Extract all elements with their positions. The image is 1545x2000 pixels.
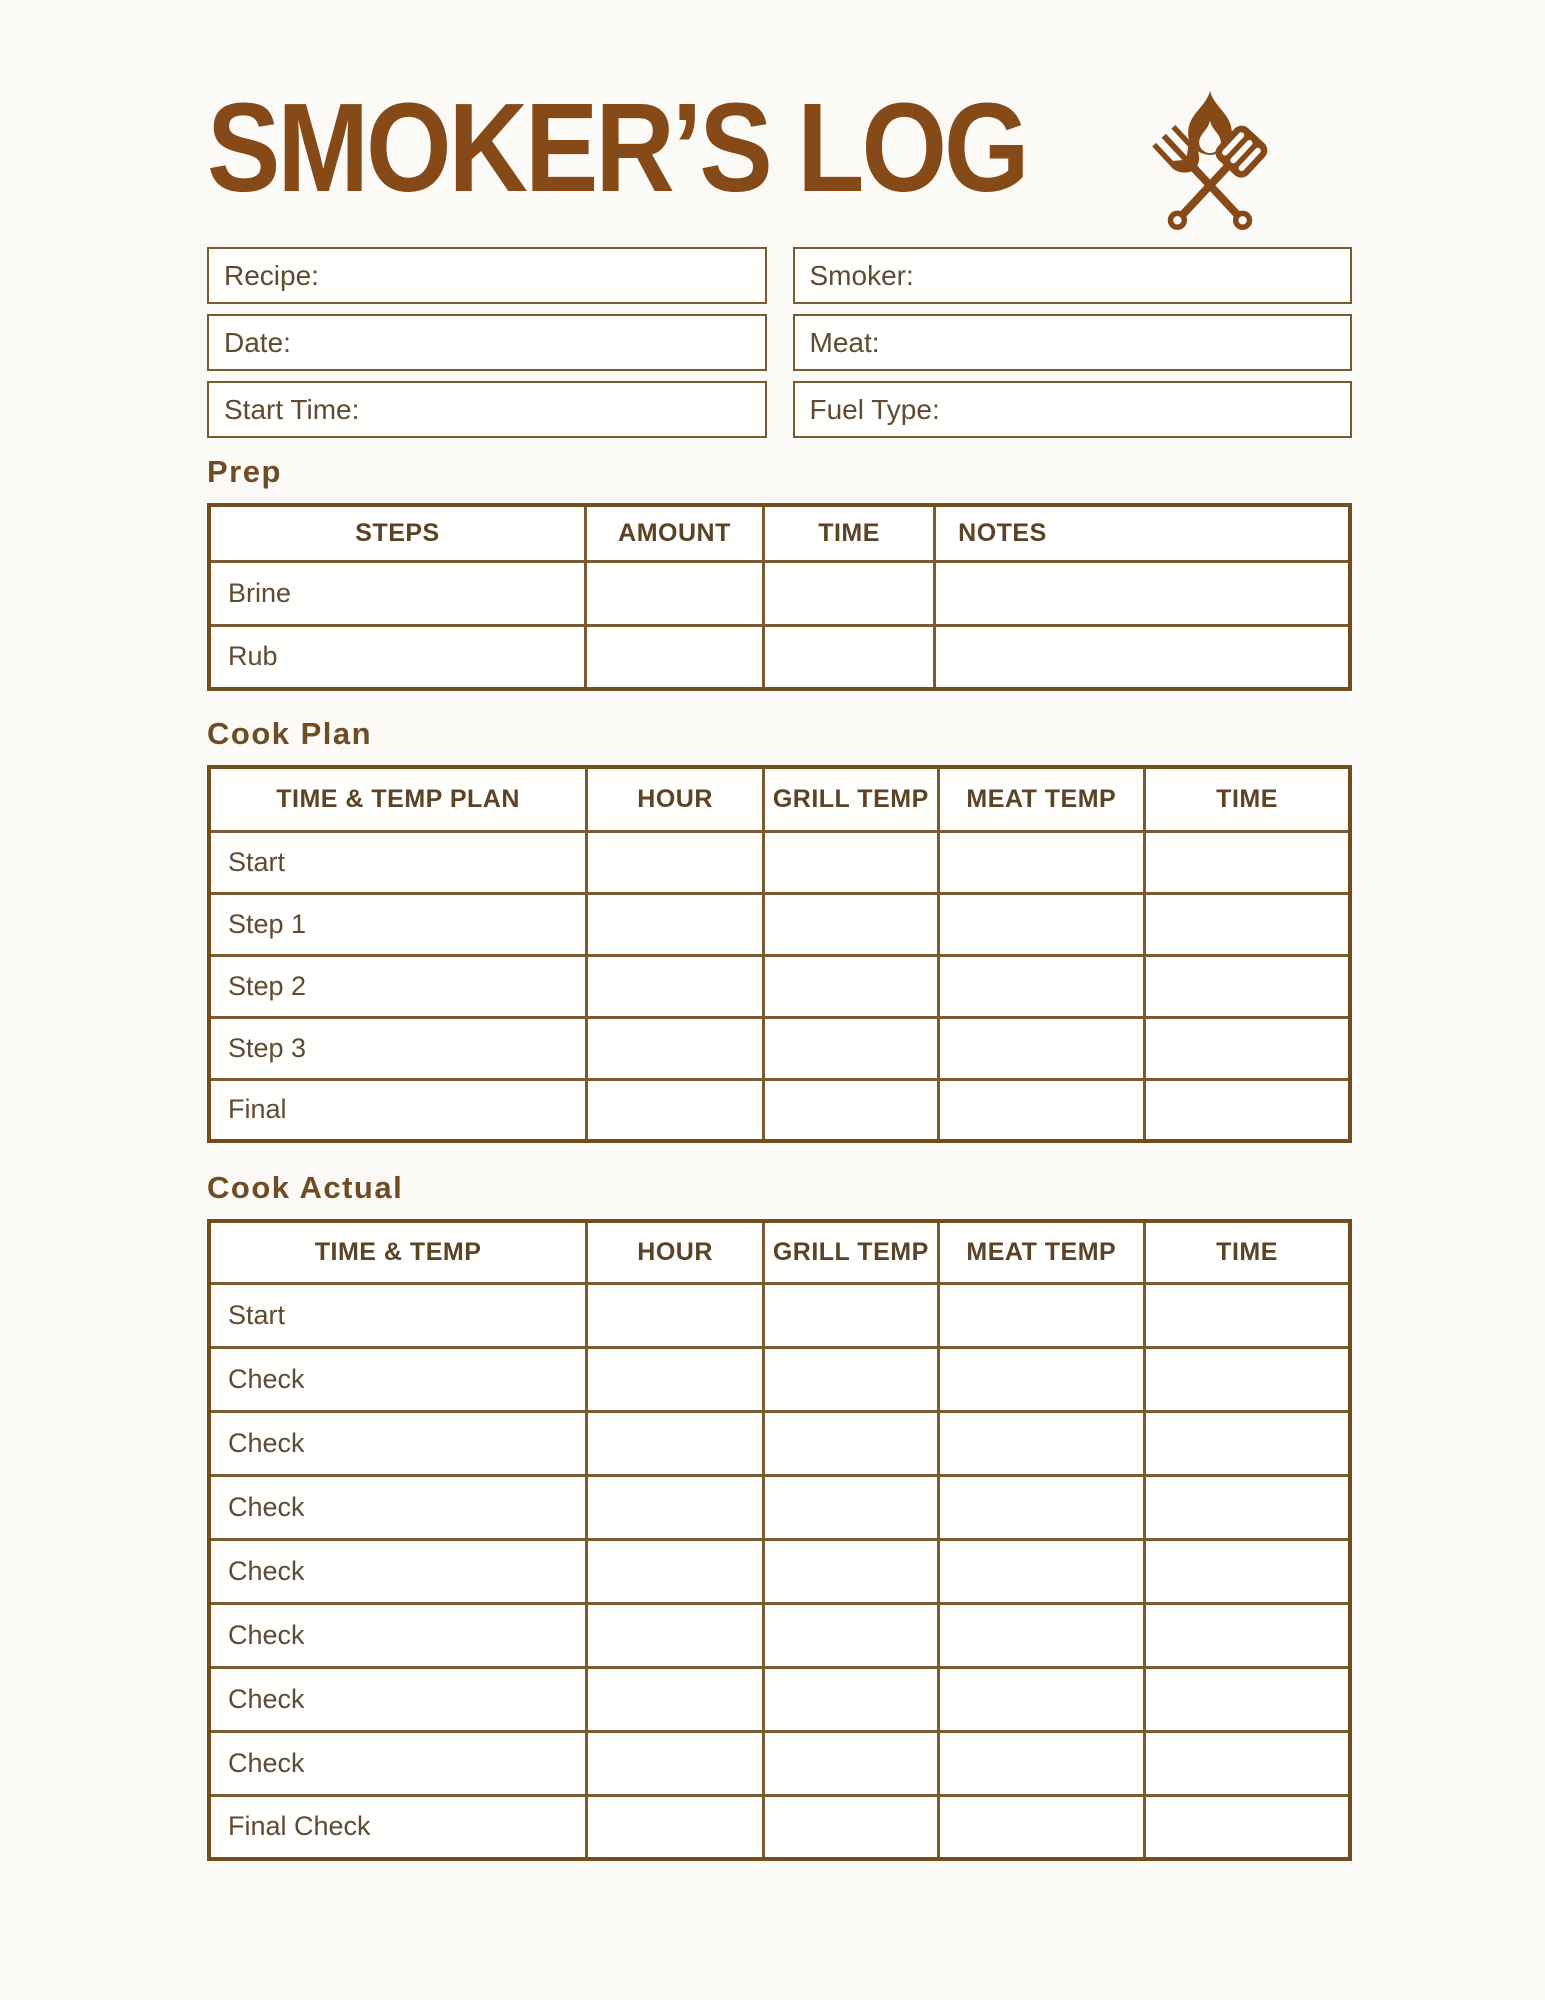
- col-header-time: TIME: [764, 505, 935, 561]
- col-header-amount: AMOUNT: [586, 505, 764, 561]
- section-heading-cook-actual: Cook Actual: [207, 1170, 404, 1205]
- entry-cell: [587, 1603, 764, 1667]
- col-header-meat-temp: MEAT TEMP: [938, 767, 1145, 831]
- entry-cell: [764, 1603, 939, 1667]
- entry-cell: [938, 1539, 1145, 1603]
- table-row: [209, 1795, 1350, 1859]
- row-label: Check: [209, 1667, 587, 1731]
- entry-cell: [764, 831, 939, 893]
- entry-cell: [764, 893, 939, 955]
- entry-cell: [1145, 1347, 1350, 1411]
- entry-cell: [764, 1731, 939, 1795]
- entry-cell: [1145, 831, 1350, 893]
- table-row: [209, 1283, 1350, 1347]
- entry-cell: [1145, 1603, 1350, 1667]
- col-header-grill-temp: GRILL TEMP: [764, 1221, 939, 1283]
- meat-field: [793, 314, 1353, 371]
- prep-table: [207, 503, 1352, 691]
- entry-cell: [938, 1795, 1145, 1859]
- entry-cell: [1145, 1731, 1350, 1795]
- entry-cell: [587, 1795, 764, 1859]
- fuel-type-field: [793, 381, 1353, 438]
- row-label: Check: [209, 1603, 587, 1667]
- row-label: Check: [209, 1411, 587, 1475]
- entry-cell: [764, 1795, 939, 1859]
- cook-plan-table: [207, 765, 1352, 1143]
- row-label: Final Check: [209, 1795, 587, 1859]
- col-header-time-temp: TIME & TEMP: [209, 1221, 587, 1283]
- entry-cell: [938, 1411, 1145, 1475]
- entry-cell: [587, 1017, 764, 1079]
- table-row: [209, 893, 1350, 955]
- table-row: [209, 1347, 1350, 1411]
- col-header-time: TIME: [1145, 1221, 1350, 1283]
- entry-cell: [587, 1347, 764, 1411]
- field-label: Start Time:: [224, 393, 360, 425]
- row-label: Brine: [209, 561, 586, 625]
- row-label: Rub: [209, 625, 586, 689]
- start-time-field: [207, 381, 767, 438]
- entry-cell: [938, 1283, 1145, 1347]
- entry-cell: [764, 1411, 939, 1475]
- entry-cell: [764, 1079, 939, 1141]
- entry-cell: [587, 1283, 764, 1347]
- entry-cell: [764, 1539, 939, 1603]
- bbq-flame-utensils-icon: [1126, 87, 1294, 242]
- field-label: Meat:: [809, 326, 880, 358]
- field-label: Smoker:: [809, 259, 914, 291]
- entry-cell: [586, 561, 764, 625]
- page-title: SMOKER’S LOG: [207, 76, 1027, 219]
- entry-cell: [587, 831, 764, 893]
- col-header-hour: HOUR: [587, 1221, 764, 1283]
- entry-cell: [1145, 1539, 1350, 1603]
- table-row: [209, 1475, 1350, 1539]
- entry-cell: [938, 1667, 1145, 1731]
- entry-cell: [938, 955, 1145, 1017]
- row-label: Check: [209, 1539, 587, 1603]
- smoker-field: [793, 247, 1353, 304]
- entry-cell: [587, 1731, 764, 1795]
- col-header-steps: STEPS: [209, 505, 586, 561]
- entry-cell: [935, 561, 1350, 625]
- row-label: Step 3: [209, 1017, 587, 1079]
- col-header-time-temp-plan: TIME & TEMP PLAN: [209, 767, 587, 831]
- table-row: [209, 625, 1350, 689]
- table-row: [209, 1731, 1350, 1795]
- entry-cell: [1145, 893, 1350, 955]
- table-row: [209, 561, 1350, 625]
- table-row: [209, 1603, 1350, 1667]
- row-label: Start: [209, 831, 587, 893]
- entry-cell: [1145, 1017, 1350, 1079]
- entry-cell: [938, 831, 1145, 893]
- entry-cell: [938, 1731, 1145, 1795]
- recipe-field: [207, 247, 767, 304]
- entry-cell: [938, 893, 1145, 955]
- row-label: Check: [209, 1731, 587, 1795]
- row-label: Final: [209, 1079, 587, 1141]
- entry-cell: [938, 1017, 1145, 1079]
- entry-cell: [1145, 1079, 1350, 1141]
- entry-cell: [935, 625, 1350, 689]
- entry-cell: [1145, 1475, 1350, 1539]
- section-heading-prep: Prep: [207, 454, 282, 489]
- row-label: Step 2: [209, 955, 587, 1017]
- field-label: Date:: [224, 326, 291, 358]
- entry-cell: [587, 1539, 764, 1603]
- header-row: [209, 1221, 1350, 1283]
- field-label: Recipe:: [224, 259, 319, 291]
- cook-plan-table-header: [209, 767, 1350, 831]
- entry-cell: [1145, 1795, 1350, 1859]
- entry-cell: [938, 1475, 1145, 1539]
- row-label: Check: [209, 1475, 587, 1539]
- section-heading-cook-plan: Cook Plan: [207, 716, 373, 751]
- entry-cell: [938, 1347, 1145, 1411]
- row-label: Check: [209, 1347, 587, 1411]
- entry-cell: [587, 1079, 764, 1141]
- entry-cell: [1145, 1283, 1350, 1347]
- entry-cell: [587, 955, 764, 1017]
- entry-cell: [764, 1667, 939, 1731]
- entry-cell: [587, 893, 764, 955]
- entry-cell: [1145, 955, 1350, 1017]
- cook-actual-table: [207, 1219, 1352, 1861]
- row-label: Start: [209, 1283, 587, 1347]
- entry-cell: [764, 625, 935, 689]
- header-row: [209, 505, 1350, 561]
- entry-cell: [764, 955, 939, 1017]
- row-label: Step 1: [209, 893, 587, 955]
- col-header-grill-temp: GRILL TEMP: [764, 767, 939, 831]
- entry-cell: [587, 1411, 764, 1475]
- col-header-time: TIME: [1145, 767, 1350, 831]
- field-label: Fuel Type:: [809, 393, 940, 425]
- entry-cell: [764, 1017, 939, 1079]
- date-field: [207, 314, 767, 371]
- col-header-meat-temp: MEAT TEMP: [938, 1221, 1145, 1283]
- table-row: [209, 831, 1350, 893]
- entry-cell: [586, 625, 764, 689]
- table-row: [209, 955, 1350, 1017]
- table-row: [209, 1539, 1350, 1603]
- entry-cell: [764, 1347, 939, 1411]
- cook-actual-table-header: [209, 1221, 1350, 1283]
- entry-cell: [764, 1283, 939, 1347]
- entry-cell: [938, 1603, 1145, 1667]
- prep-table-header: [209, 505, 1350, 561]
- info-fields: [207, 247, 1352, 438]
- col-header-notes: NOTES: [935, 505, 1350, 561]
- entry-cell: [587, 1667, 764, 1731]
- entry-cell: [1145, 1667, 1350, 1731]
- entry-cell: [938, 1079, 1145, 1141]
- entry-cell: [587, 1475, 764, 1539]
- table-row: [209, 1667, 1350, 1731]
- header-row: [209, 767, 1350, 831]
- entry-cell: [764, 561, 935, 625]
- table-row: [209, 1017, 1350, 1079]
- table-row: [209, 1079, 1350, 1141]
- table-row: [209, 1411, 1350, 1475]
- entry-cell: [1145, 1411, 1350, 1475]
- col-header-hour: HOUR: [587, 767, 764, 831]
- entry-cell: [764, 1475, 939, 1539]
- header: [207, 76, 1352, 237]
